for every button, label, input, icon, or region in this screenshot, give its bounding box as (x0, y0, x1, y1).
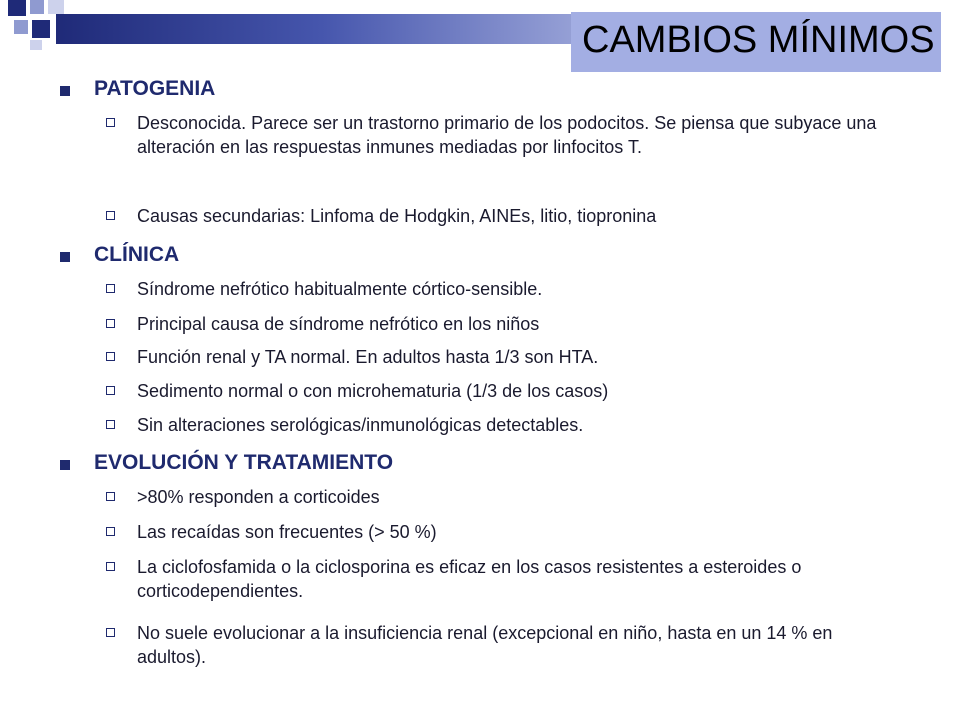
list-item-text: Función renal y TA normal. En adultos hasta 1/3 son HTA. (137, 347, 599, 367)
list-item-text: No suele evolucionar a la insuficiencia renal (excepcional en niño, hasta en un 14 % en adultos). (137, 623, 833, 667)
section-heading-label: PATOGENIA (94, 77, 216, 100)
bullet-square-icon (60, 460, 70, 470)
bullet-hollow-square-icon (106, 420, 115, 429)
slide-title: CAMBIOS MÍNIMOS (582, 19, 935, 61)
bullet-hollow-square-icon (106, 319, 115, 328)
list-item-text: Desconocida. Parece ser un trastorno primario de los podocitos. Se piensa que subyace una alteración en las respuestas inmunes mediadas por linfocitos T. (137, 113, 877, 157)
section-heading-label: CLÍNICA (94, 243, 180, 266)
list-item-text: Sin alteraciones serológicas/inmunológicas detectables. (137, 415, 584, 435)
section-heading-label: EVOLUCIÓN Y TRATAMIENTO (94, 451, 394, 474)
list-item-text: >80% responden a corticoides (137, 487, 380, 507)
bullet-hollow-square-icon (106, 211, 115, 220)
list-item-text: Principal causa de síndrome nefrótico en los niños (137, 314, 540, 334)
list-item-text: Síndrome nefrótico habitualmente córtico-sensible. (137, 279, 543, 299)
bullet-hollow-square-icon (106, 352, 115, 361)
bullet-hollow-square-icon (106, 527, 115, 536)
list-item-text: Las recaídas son frecuentes (> 50 %) (137, 522, 437, 542)
bullet-hollow-square-icon (106, 118, 115, 127)
bullet-hollow-square-icon (106, 628, 115, 637)
list-item-text: Causas secundarias: Linfoma de Hodgkin, AINEs, litio, tiopronina (137, 206, 657, 226)
bullet-hollow-square-icon (106, 386, 115, 395)
bullet-hollow-square-icon (106, 562, 115, 571)
list-item-text: La ciclofosfamida o la ciclosporina es eficaz en los casos resistentes a esteroides o corticodependientes. (137, 557, 802, 601)
bullet-hollow-square-icon (106, 284, 115, 293)
bullet-square-icon (60, 86, 70, 96)
list-item-text: Sedimento normal o con microhematuria (1/3 de los casos) (137, 381, 609, 401)
bullet-hollow-square-icon (106, 492, 115, 501)
bullet-square-icon (60, 252, 70, 262)
